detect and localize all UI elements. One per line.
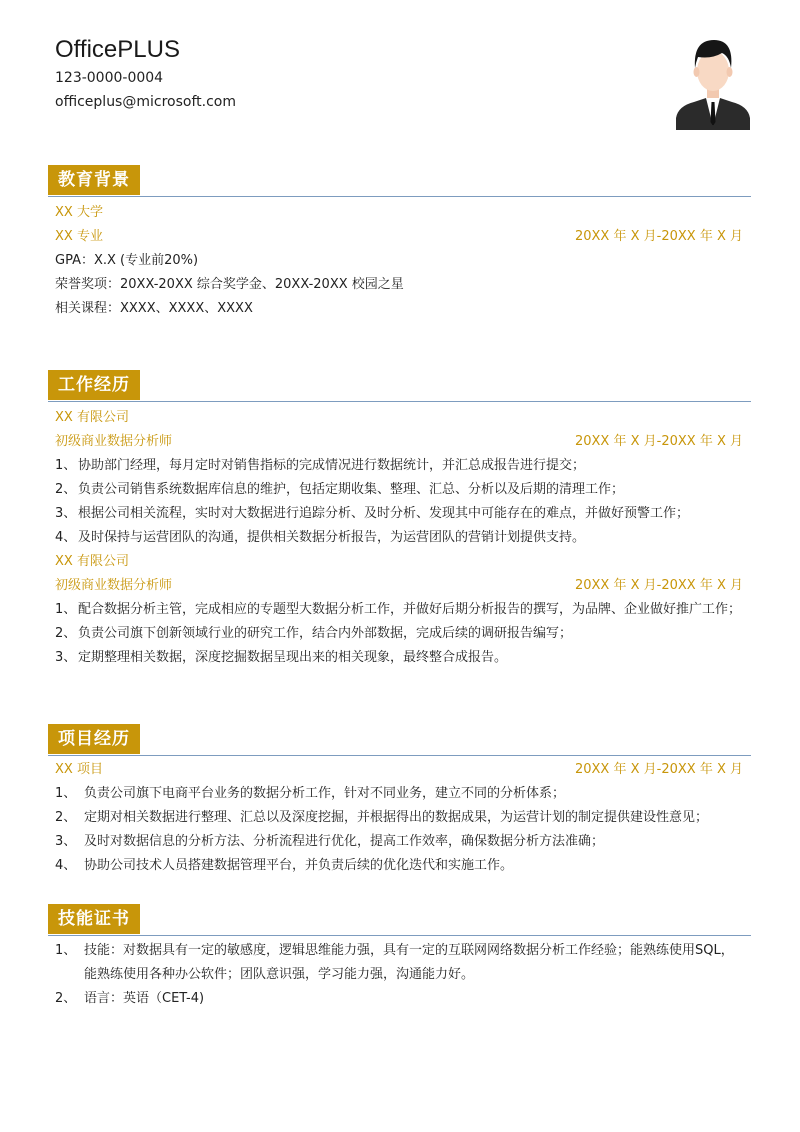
job-duties <box>48 454 751 550</box>
project-date: 20XX 年 X 月-20XX 年 X 月 <box>574 762 743 777</box>
major-name: XX 专业 <box>55 229 103 244</box>
job-company: XX 有限公司 <box>55 554 129 569</box>
job-duties <box>48 598 751 670</box>
education-title: 教育背景 <box>48 165 140 195</box>
list-item: 2、 负责公司旗下创新领域行业的研究工作，结合内外部数据，完成后续的调研报告编写； <box>55 626 573 641</box>
list-item: 1、 配合数据分析主管，完成相应的专题型大数据分析工作，并做好后期分析报告的撰写，为品牌、企业做好推广工作； <box>55 602 742 617</box>
major-row <box>48 225 751 249</box>
job-role-row <box>48 574 751 598</box>
job-company: XX 有限公司 <box>55 410 129 425</box>
list-item: 4、 协助公司技术人员搭建数据管理平台，并负责后续的优化迭代和实施工作。 <box>55 858 514 873</box>
section-divider <box>48 401 751 402</box>
project-title: 项目经历 <box>48 724 140 754</box>
email-address[interactable]: officeplus@microsoft.com <box>55 94 236 110</box>
avatar-icon <box>676 34 750 130</box>
candidate-name: OfficePLUS <box>55 36 180 63</box>
section-divider <box>48 935 751 936</box>
section-divider <box>48 755 751 756</box>
list-item: 1、 协助部门经理，每月定时对销售指标的完成情况进行数据统计，并汇总成报告进行提交； <box>55 458 586 473</box>
education-section <box>48 165 751 321</box>
gpa-line: GPA：X.X (专业前20%) <box>55 253 199 268</box>
work-section <box>48 370 751 670</box>
skills-heading <box>48 904 751 936</box>
list-item: 4、 及时保持与运营团队的沟通，提供相关数据分析报告，为运营团队的营销计划提供支持。 <box>55 530 586 545</box>
honors-line: 荣誉奖项：20XX-20XX 综合奖学金、20XX-20XX 校园之星 <box>55 277 404 292</box>
list-item: 3、 定期整理相关数据，深度挖掘数据呈现出来的相关现象，最终整合成报告。 <box>55 650 508 665</box>
work-title: 工作经历 <box>48 370 140 400</box>
list-item: 2、 负责公司销售系统数据库信息的维护，包括定期收集、整理、汇总、分析以及后期的清理工作； <box>55 482 625 497</box>
work-heading <box>48 370 751 402</box>
school-name: XX 大学 <box>55 205 103 220</box>
list-item: 2、 语言：英语（CET-4) <box>55 991 205 1006</box>
skills-section <box>48 904 751 1011</box>
project-duties <box>48 782 751 878</box>
job-role: 初级商业数据分析师 <box>55 434 173 449</box>
project-heading <box>48 724 751 756</box>
job-date: 20XX 年 X 月-20XX 年 X 月 <box>574 434 743 449</box>
education-date: 20XX 年 X 月-20XX 年 X 月 <box>574 229 743 244</box>
list-item: 2、 定期对相关数据进行整理、汇总以及深度挖掘，并根据得出的数据成果，为运营计划的制定提供建设性意见； <box>55 810 709 825</box>
skills-title: 技能证书 <box>48 904 140 934</box>
resume-header <box>55 34 236 114</box>
list-item: 1、 负责公司旗下电商平台业务的数据分析工作，针对不同业务，建立不同的分析体系； <box>55 786 566 801</box>
education-heading <box>48 165 751 197</box>
job-date: 20XX 年 X 月-20XX 年 X 月 <box>574 578 743 593</box>
list-item: 1、 技能：对数据具有一定的敏感度，逻辑思维能力强，具有一定的互联网网络数据分析工作经验；能熟练使用SQL，能熟练使用各种办公软件；团队意识强，学习能力强，沟通能力好。 <box>55 943 734 982</box>
project-section <box>48 724 751 878</box>
list-item: 3、 根据公司相关流程，实时对大数据进行追踪分析、及时分析、发现其中可能存在的难点，并做好预警工作； <box>55 506 690 521</box>
job-role: 初级商业数据分析师 <box>55 578 173 593</box>
project-name: XX 项目 <box>55 762 103 777</box>
skills-list <box>48 939 751 1011</box>
project-name-row <box>48 758 751 782</box>
section-divider <box>48 196 751 197</box>
list-item: 3、 及时对数据信息的分析方法、分析流程进行优化，提高工作效率，确保数据分析方法准确； <box>55 834 605 849</box>
courses-line: 相关课程：XXXX、XXXX、XXXX <box>55 301 253 316</box>
phone-number: 123-0000-0004 <box>55 70 164 86</box>
job-role-row <box>48 430 751 454</box>
